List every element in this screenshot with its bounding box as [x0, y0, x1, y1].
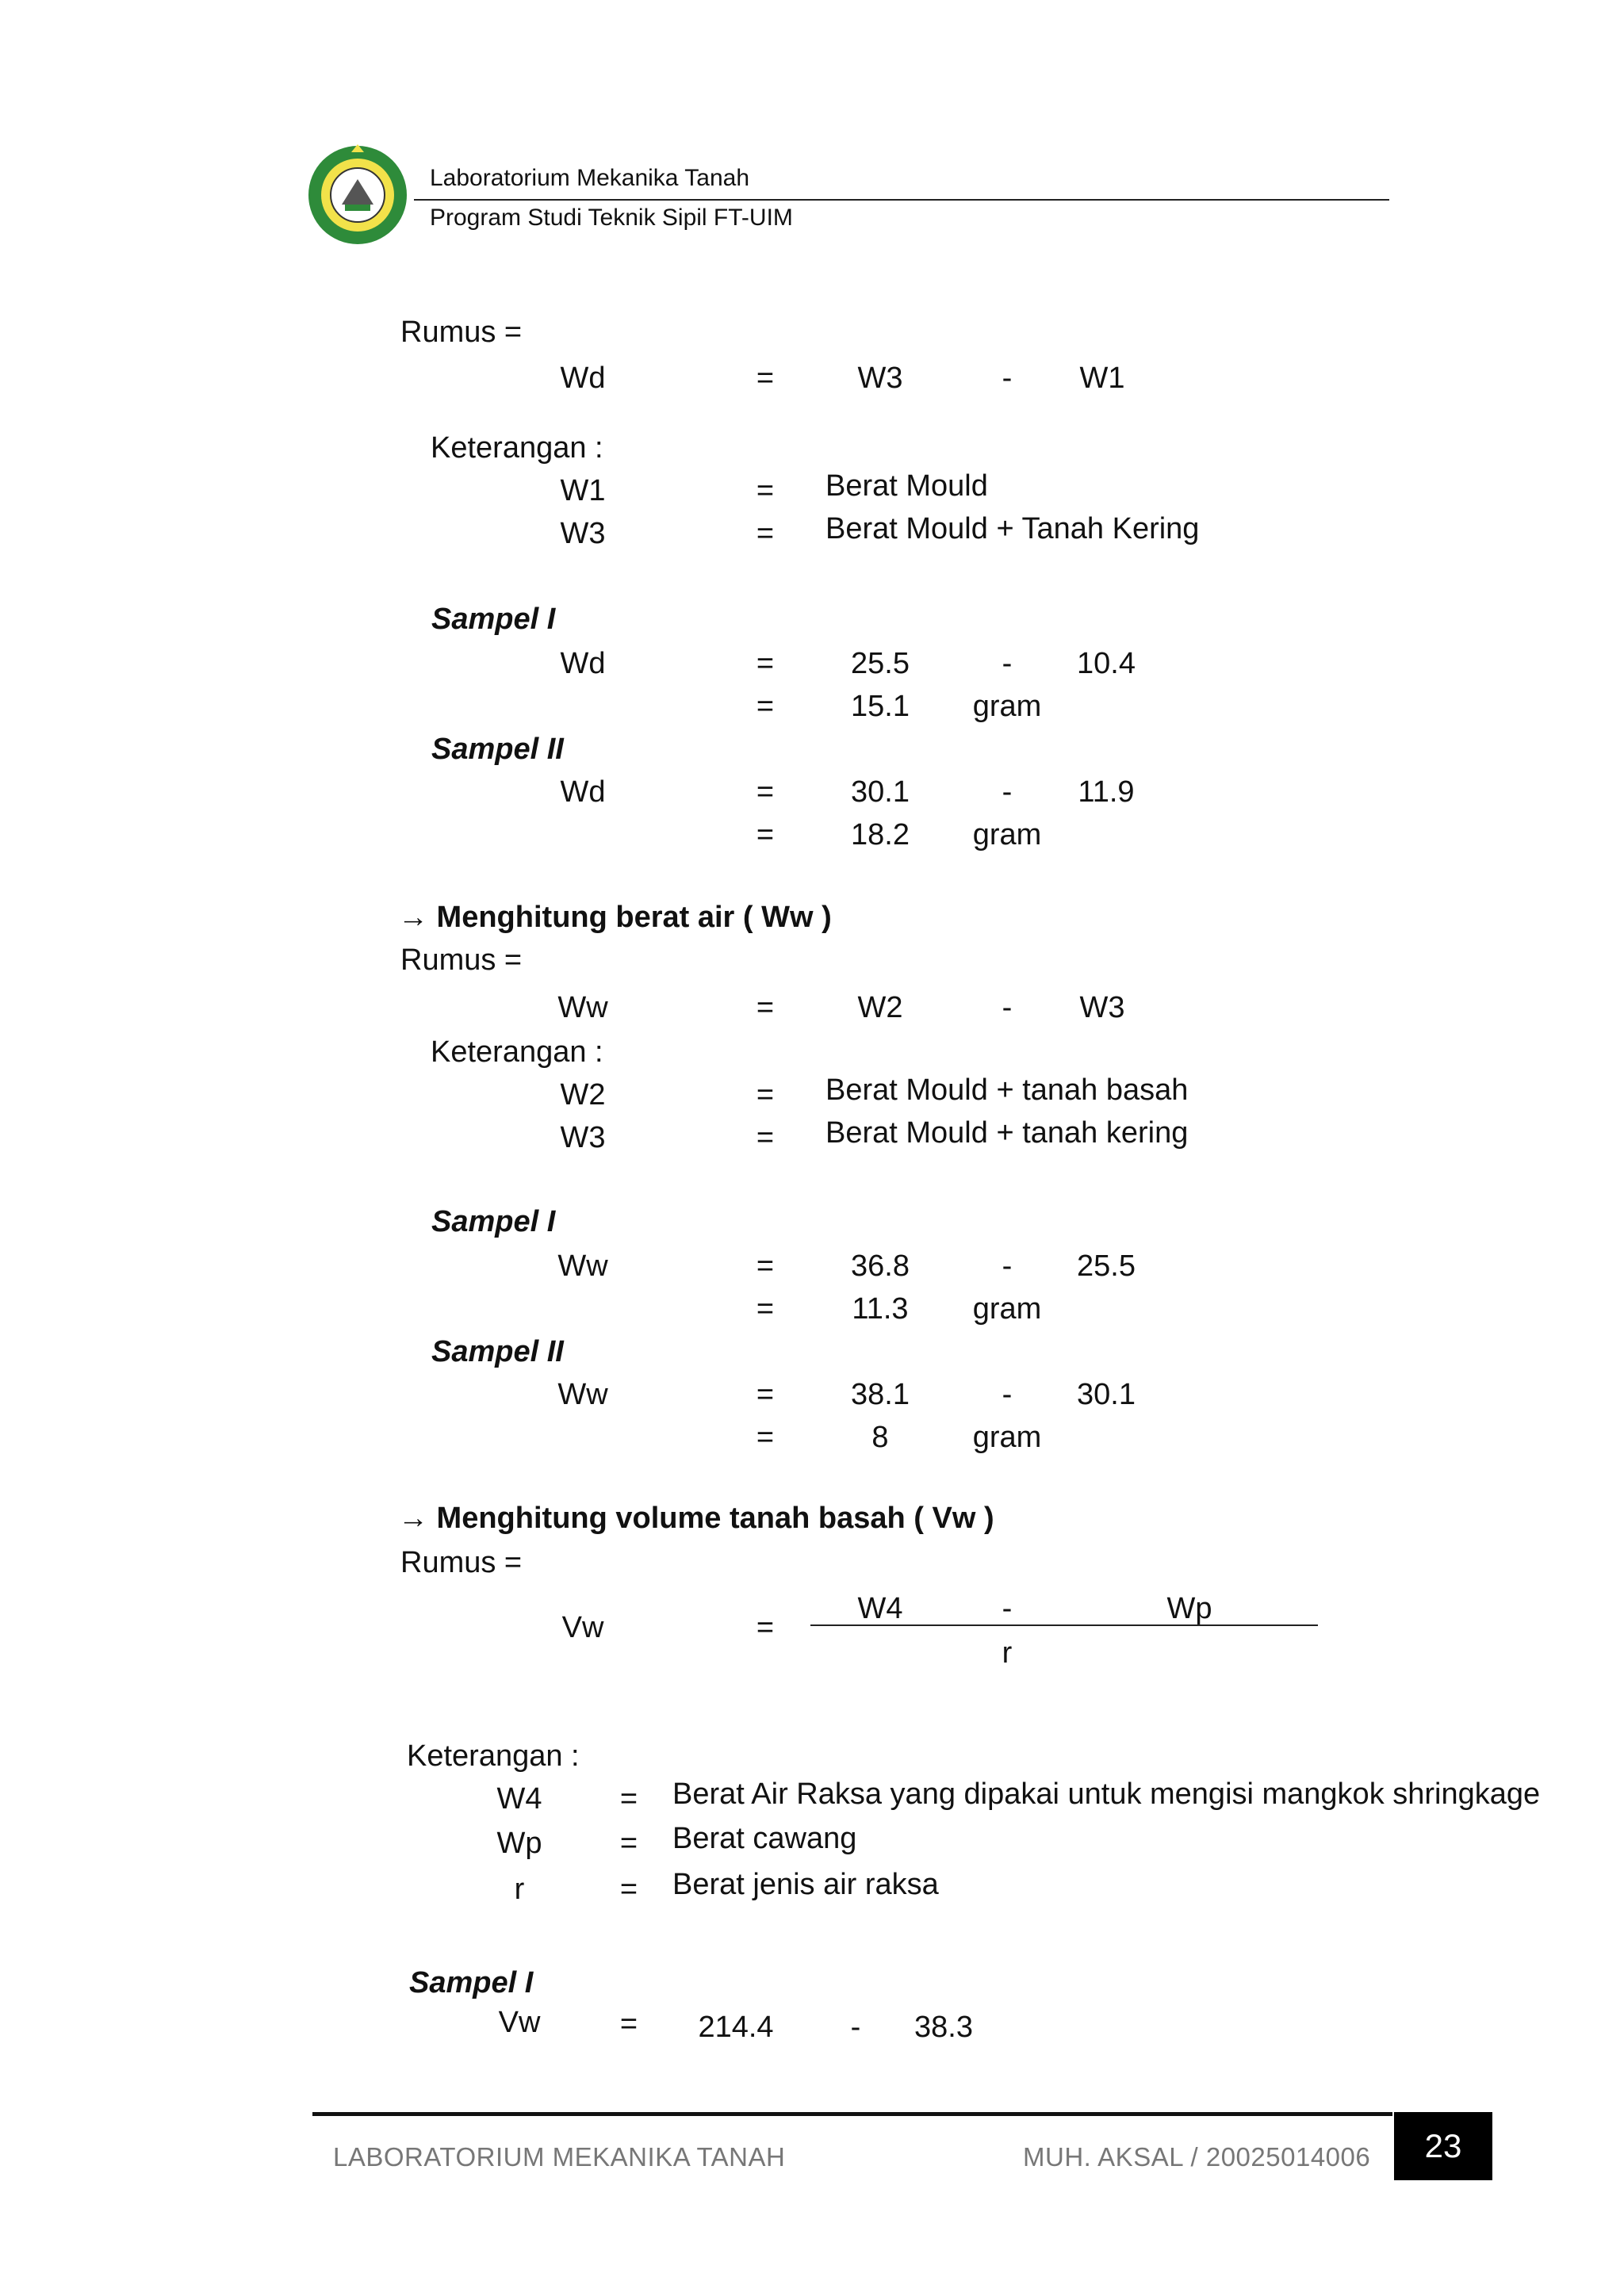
sample-op: - — [850, 2011, 861, 2044]
formula-eq: = — [756, 1611, 775, 1644]
legend-symbol: W3 — [560, 1121, 606, 1154]
sample-lhs: Wd — [560, 775, 606, 809]
sample-op: - — [1002, 1378, 1013, 1411]
sample-value-a: 214.4 — [698, 2011, 774, 2044]
keterangan-label: Keterangan : — [431, 431, 603, 465]
sample-eq: = — [756, 1292, 775, 1326]
sample-value-b: 30.1 — [1077, 1378, 1136, 1411]
section-heading: → Menghitung berat air ( Ww ) — [398, 901, 832, 934]
university-logo — [305, 143, 410, 247]
legend-desc: Berat Mould + Tanah Kering — [825, 512, 1200, 545]
legend-symbol: r — [514, 1873, 525, 1906]
sample-value-a: 38.1 — [851, 1378, 910, 1411]
sample-eq: = — [756, 690, 775, 723]
legend-desc: Berat Mould + tanah kering — [825, 1116, 1189, 1150]
sample-value-a: 36.8 — [851, 1249, 910, 1283]
fraction-bar — [810, 1624, 1318, 1626]
sample-lhs: Wd — [560, 647, 606, 680]
formula-op: - — [1002, 362, 1013, 395]
formula-term-a: W2 — [857, 991, 903, 1024]
footer-lab-name: LABORATORIUM MEKANIKA TANAH — [333, 2142, 786, 2172]
sample-result: 11.3 — [852, 1292, 909, 1326]
sample-title: Sampel I — [431, 603, 556, 636]
legend-eq: = — [756, 517, 775, 550]
sample-title: Sampel II — [431, 1335, 564, 1368]
sample-value-b: 10.4 — [1077, 647, 1136, 680]
legend-symbol: W1 — [560, 474, 606, 507]
sample-unit: gram — [972, 1421, 1042, 1454]
sample-lhs: Ww — [557, 1378, 608, 1411]
legend-eq: = — [619, 1873, 638, 1906]
legend-desc: Berat Mould + tanah basah — [825, 1073, 1189, 1107]
footer-author: MUH. AKSAL / 20025014006 — [1023, 2142, 1371, 2172]
formula-lhs: Ww — [557, 991, 608, 1024]
legend-eq: = — [619, 1827, 638, 1860]
formula-term-b: W3 — [1079, 991, 1125, 1024]
formula-eq: = — [756, 991, 775, 1024]
legend-eq: = — [756, 1121, 775, 1154]
sample-eq: = — [756, 818, 775, 851]
sample-eq: = — [756, 647, 775, 680]
sample-value-b: 38.3 — [914, 2011, 973, 2044]
sample-value-a: 25.5 — [851, 647, 910, 680]
sample-title: Sampel II — [431, 733, 564, 766]
formula-lhs: Vw — [561, 1611, 604, 1644]
rumus-label: Rumus = — [400, 943, 523, 977]
sample-lhs: Vw — [498, 2006, 541, 2039]
keterangan-label: Keterangan : — [407, 1739, 580, 1773]
fraction-numerator-op: - — [1002, 1592, 1013, 1625]
formula-term-a: W3 — [857, 362, 903, 395]
legend-symbol: W4 — [496, 1782, 542, 1816]
sample-title: Sampel I — [431, 1205, 556, 1238]
rumus-label: Rumus = — [400, 316, 523, 349]
fraction-denominator: r — [1002, 1636, 1013, 1670]
legend-symbol: Wp — [496, 1827, 542, 1860]
sample-eq: = — [619, 2007, 638, 2041]
sample-value-a: 30.1 — [851, 775, 910, 809]
sample-unit: gram — [972, 818, 1042, 851]
footer-rule — [312, 2112, 1392, 2116]
formula-eq: = — [756, 362, 775, 395]
legend-symbol: W3 — [560, 517, 606, 550]
sample-unit: gram — [972, 1292, 1042, 1326]
sample-op: - — [1002, 647, 1013, 680]
header-rule — [414, 199, 1389, 201]
rumus-label: Rumus = — [400, 1546, 523, 1579]
keterangan-label: Keterangan : — [431, 1035, 603, 1069]
legend-desc: Berat Air Raksa yang dipakai untuk mengisi mangkok shringkage — [672, 1777, 1541, 1811]
sample-value-b: 11.9 — [1078, 775, 1135, 809]
sample-eq: = — [756, 1378, 775, 1411]
sample-op: - — [1002, 775, 1013, 809]
section-heading: → Menghitung volume tanah basah ( Vw ) — [398, 1502, 994, 1535]
legend-symbol: W2 — [560, 1078, 606, 1112]
sample-eq: = — [756, 775, 775, 809]
page-number: 23 — [1394, 2112, 1492, 2180]
header-lab-name: Laboratorium Mekanika Tanah — [430, 165, 750, 191]
sample-result: 15.1 — [851, 690, 910, 723]
sample-op: - — [1002, 1249, 1013, 1283]
sample-result: 8 — [871, 1421, 889, 1454]
fraction-numerator-a: W4 — [857, 1592, 903, 1625]
legend-desc: Berat cawang — [672, 1822, 857, 1855]
sample-value-b: 25.5 — [1077, 1249, 1136, 1283]
sample-title: Sampel I — [409, 1966, 534, 1999]
legend-desc: Berat Mould — [825, 469, 988, 503]
sample-unit: gram — [972, 690, 1042, 723]
legend-eq: = — [619, 1782, 638, 1816]
legend-eq: = — [756, 474, 775, 507]
legend-desc: Berat jenis air raksa — [672, 1868, 939, 1901]
legend-eq: = — [756, 1078, 775, 1112]
header-program: Program Studi Teknik Sipil FT-UIM — [430, 205, 793, 231]
fraction-numerator-b: Wp — [1166, 1592, 1212, 1625]
sample-result: 18.2 — [851, 818, 910, 851]
sample-eq: = — [756, 1421, 775, 1454]
sample-lhs: Ww — [557, 1249, 608, 1283]
formula-op: - — [1002, 991, 1013, 1024]
sample-eq: = — [756, 1249, 775, 1283]
formula-lhs: Wd — [560, 362, 606, 395]
formula-term-b: W1 — [1079, 362, 1125, 395]
